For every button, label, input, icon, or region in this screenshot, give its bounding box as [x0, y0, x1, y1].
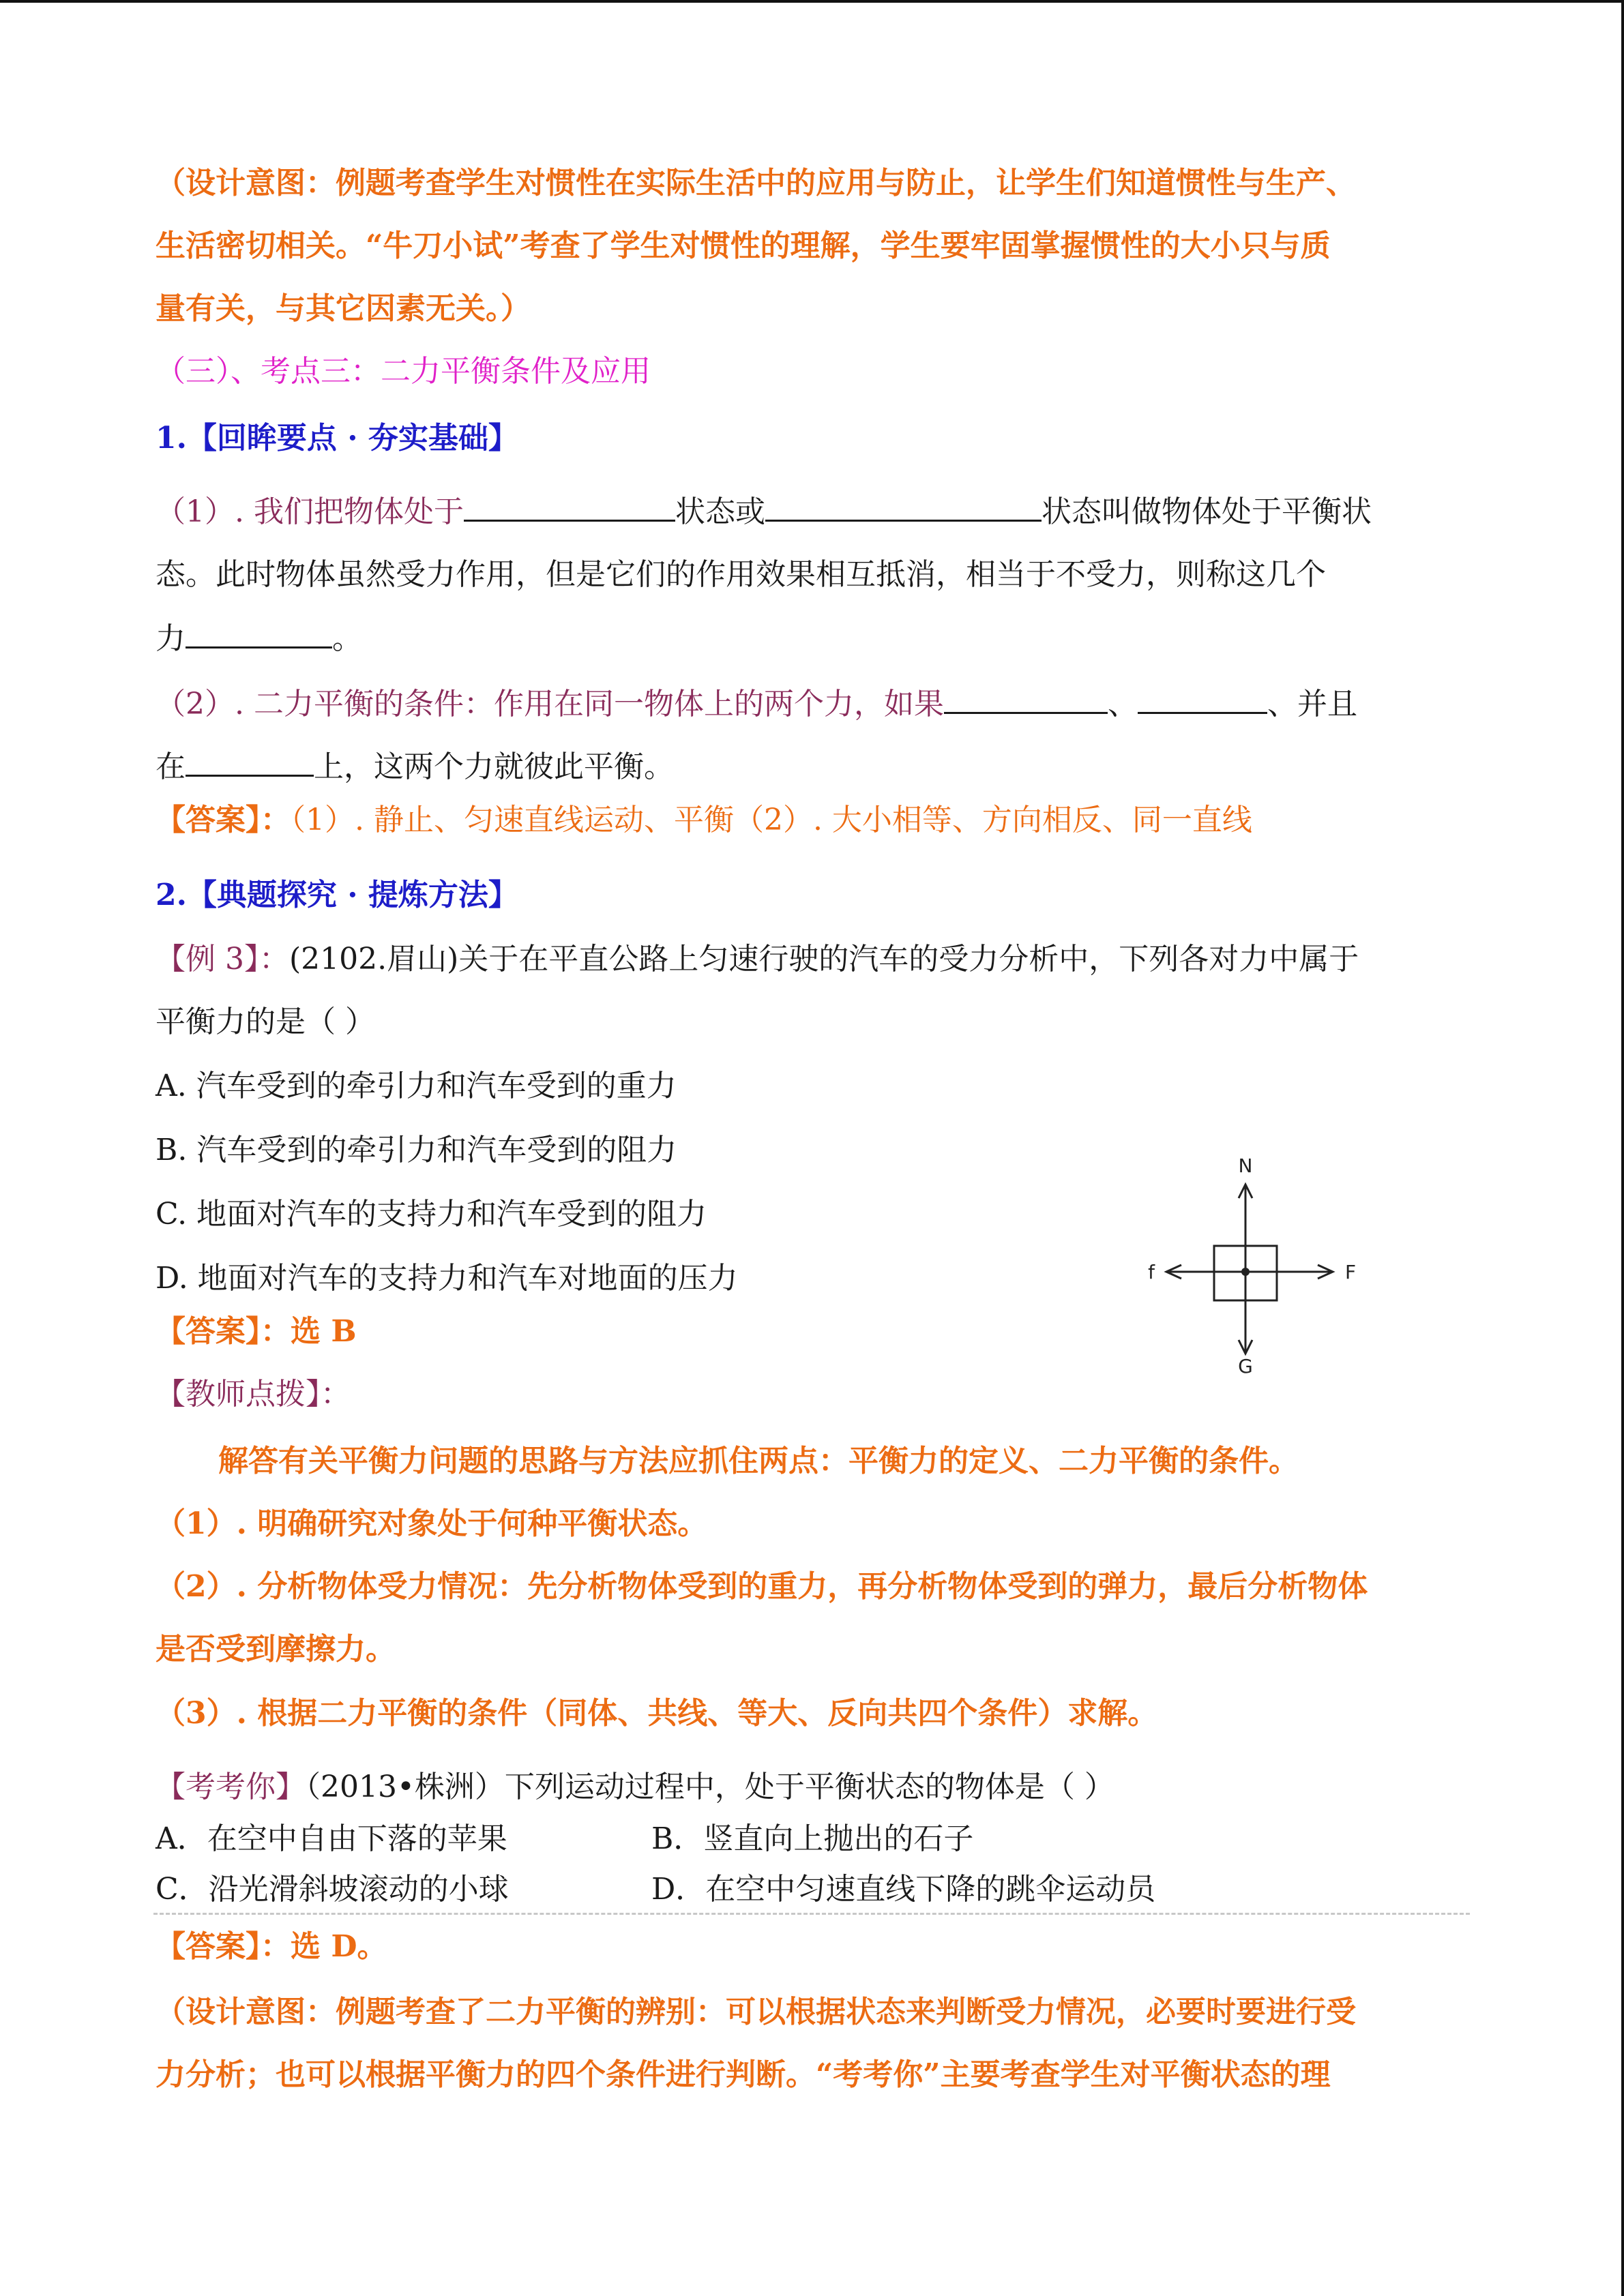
- question1-line2: 态。此时物体虽然受力作用，但是它们的作用效果相互抵消，相当于不受力，则称这几个: [156, 557, 1326, 592]
- q1-line3-b: 。: [332, 621, 362, 656]
- force-label-up: N: [1238, 1156, 1253, 1177]
- question1-line1: [156, 487, 1372, 531]
- example3-option-a: A. 汽车受到的牵引力和汽车受到的重力: [156, 1069, 677, 1103]
- example3-stem1: (2102.眉山)关于在平直公路上匀速行驶的汽车的受力分析中，下列各对力中属于: [289, 942, 1359, 976]
- force-label-right: F: [1344, 1261, 1357, 1283]
- q2-blank-3: [186, 745, 314, 777]
- question2-line2: [156, 742, 674, 786]
- design-intent-1-line3: 量有关，与其它因素无关。）: [156, 291, 531, 326]
- page-top-border: [0, 0, 1624, 3]
- quiz-label: 【考考你】: [156, 1770, 306, 1804]
- subsection2-title: 2.【典题探究 · 提炼方法】: [156, 878, 518, 912]
- example3-label: 【例 3】：: [156, 942, 289, 976]
- q2-blank-2: [1138, 682, 1267, 714]
- example3-option-b: B. 汽车受到的牵引力和汽车受到的阻力: [156, 1133, 677, 1167]
- q1-blank-1: [464, 490, 675, 522]
- example3-option-c: C. 地面对汽车的支持力和汽车受到的阻力: [156, 1197, 707, 1232]
- design-intent-1-line1: （设计意图：例题考查学生对惯性在实际生活中的应用与防止，让学生们知道惯性与生产、: [156, 166, 1356, 200]
- teacher-tip-label: 【教师点拨】：: [156, 1377, 351, 1412]
- teacher-tip-step1: （1）. 明确研究对象处于何种平衡状态。: [156, 1506, 708, 1541]
- q1-part-c: 状态叫做物体处于平衡状: [1041, 494, 1372, 529]
- quiz-stem-text: （2013•株洲）下列运动过程中，处于平衡状态的物体是（ ）: [306, 1770, 1114, 1804]
- force-label-left: f: [1148, 1261, 1155, 1283]
- example3-option-d: D. 地面对汽车的支持力和汽车对地面的压力: [156, 1261, 738, 1296]
- answer1-text: （1）. 静止、匀速直线运动、平衡（2）. 大小相等、方向相反、同一直线: [291, 803, 1252, 837]
- q2-sep1: 、: [1107, 687, 1138, 721]
- design-intent-2-line1: （设计意图：例题考查了二力平衡的辨别：可以根据状态来判断受力情况，必要时要进行受: [156, 1995, 1356, 2029]
- design-intent-1-line2: 生活密切相关。“牛刀小试”考查了学生对惯性的理解，学生要牢固掌握惯性的大小只与质: [156, 228, 1331, 263]
- q2-part-a: （2）. 二力平衡的条件：作用在同一物体上的两个力，如果: [156, 687, 944, 721]
- question2-line1: [156, 679, 1357, 723]
- teacher-tip-step3: （3）. 根据二力平衡的条件（同体、共线、等大、反向共四个条件）求解。: [156, 1696, 1158, 1731]
- answer1-label: 【答案】：: [156, 803, 291, 837]
- answer2-label: 【答案】：: [156, 1314, 291, 1349]
- force-label-down: G: [1238, 1355, 1253, 1377]
- design-intent-2-line2: 力分析；也可以根据平衡力的四个条件进行判断。“考考你”主要考查学生对平衡状态的理: [156, 2057, 1331, 2092]
- q2-sep2: 、并且: [1267, 687, 1357, 721]
- q2-line2-b: 上，这两个力就彼此平衡。: [314, 749, 674, 784]
- force-diagram: [1132, 1156, 1378, 1381]
- q2-blank-1: [944, 682, 1108, 714]
- quiz-option-d: D．在空中匀速直线下降的跳伞运动员: [651, 1872, 1156, 1907]
- quiz-stem: [156, 1762, 1114, 1806]
- q1-part-a: （1）. 我们把物体处于: [156, 494, 464, 529]
- section3-title: （三）、考点三：二力平衡条件及应用: [156, 354, 651, 389]
- subsection1-title: 1.【回眸要点 · 夯实基础】: [156, 421, 518, 456]
- question1-line3: [156, 614, 362, 657]
- answer2-text: 选 B: [291, 1314, 357, 1349]
- page-right-border: [1621, 0, 1624, 2296]
- dashed-separator: [153, 1913, 1470, 1915]
- teacher-tip-step2-line2: 是否受到摩擦力。: [156, 1632, 396, 1667]
- answer3: [156, 1922, 387, 1965]
- teacher-tip-intro: 解答有关平衡力问题的思路与方法应抓住两点：平衡力的定义、二力平衡的条件。: [218, 1444, 1299, 1478]
- example3-stem2: 平衡力的是（ ）: [156, 1004, 375, 1039]
- force-center-point: [1241, 1268, 1250, 1276]
- q1-blank-3: [186, 616, 332, 648]
- quiz-option-b: B．竖直向上抛出的石子: [651, 1821, 974, 1856]
- q1-part-b: 状态或: [675, 494, 765, 529]
- quiz-option-c: C．沿光滑斜坡滚动的小球: [156, 1872, 509, 1907]
- q1-blank-2: [765, 490, 1042, 522]
- q1-line3-a: 力: [156, 621, 186, 656]
- q2-line2-a: 在: [156, 749, 186, 784]
- answer1: [156, 795, 1252, 839]
- answer3-label: 【答案】：: [156, 1929, 291, 1964]
- answer3-text: 选 D。: [291, 1929, 387, 1964]
- quiz-option-a: A．在空中自由下落的苹果: [156, 1821, 507, 1856]
- answer2: [156, 1307, 357, 1350]
- example3-line1: [156, 934, 1359, 978]
- teacher-tip-step2-line1: （2）. 分析物体受力情况：先分析物体受到的重力，再分析物体受到的弹力，最后分析物体: [156, 1569, 1368, 1604]
